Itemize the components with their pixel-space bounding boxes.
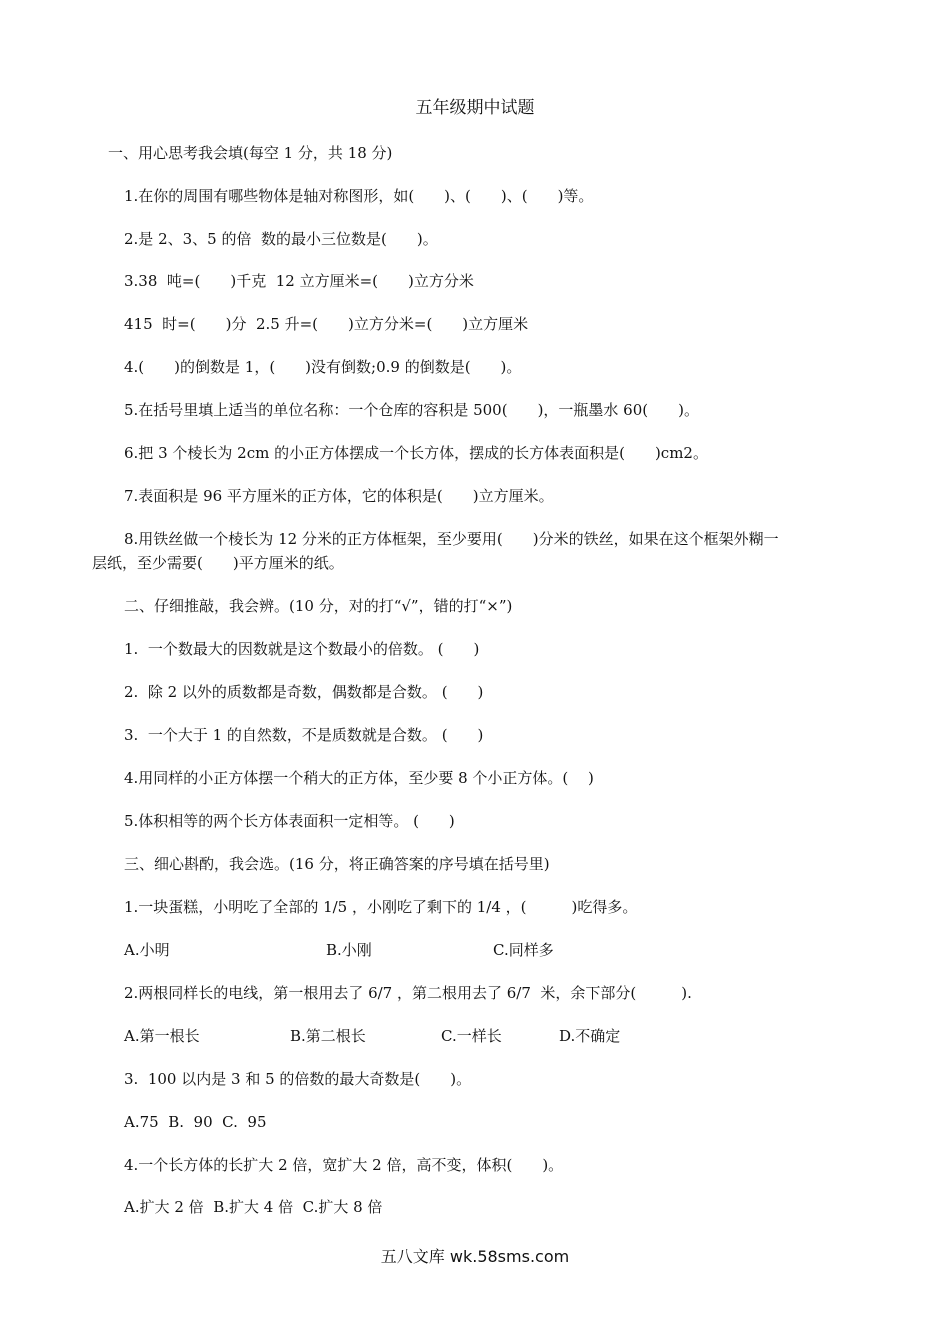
section-2-question-4: 4.用同样的小正方体摆一个稍大的正方体，至少要 8 个小正方体。( ) (124, 769, 594, 787)
section-1-heading: 一、用心思考我会填(每空 1 分，共 18 分) (108, 144, 393, 162)
section-1-question-3b: 415 时=( )分 2.5 升=( )立方分米=( )立方厘米 (124, 315, 529, 333)
option-a: A.小明 (124, 941, 170, 959)
page-title: 五年级期中试题 (415, 98, 535, 118)
section-1-question-4: 4.( )的倒数是 1，( )没有倒数;0.9 的倒数是( )。 (124, 358, 522, 376)
section-1-question-7: 7.表面积是 96 平方厘米的正方体，它的体积是( )立方厘米。 (124, 487, 554, 505)
section-3-question-4-options: A.扩大 2 倍 B.扩大 4 倍 C.扩大 8 倍 (124, 1198, 383, 1216)
section-3-question-2: 2.两根同样长的电线，第一根用去了 6/7 ，第二根用去了 6/7 米，余下部分( ). (124, 984, 692, 1002)
section-1-question-8a: 8.用铁丝做一个棱长为 12 分米的正方体框架，至少要用( )分米的铁丝，如果在这个框架外糊一 (124, 530, 779, 548)
footer-watermark: 五八文库 wk.58sms.com (380, 1247, 570, 1266)
section-1-question-8b: 层纸，至少需要( )平方厘米的纸。 (92, 554, 344, 572)
section-1-question-2: 2.是 2、3、5 的倍 数的最小三位数是( )。 (124, 230, 438, 248)
section-3-question-1-options (0, 940, 950, 960)
section-2-heading: 二、仔细推敲，我会辨。(10 分，对的打“√”，错的打“×”) (124, 597, 513, 615)
section-3-question-2-options (0, 1026, 950, 1046)
section-3-question-4: 4.一个长方体的长扩大 2 倍，宽扩大 2 倍，高不变，体积( )。 (124, 1156, 564, 1174)
section-2-question-1: 1. 一个数最大的因数就是这个数最小的倍数。 ( ) (124, 640, 480, 658)
option-c: C.同样多 (493, 941, 554, 959)
section-2-question-2: 2. 除 2 以外的质数都是奇数，偶数都是合数。 ( ) (124, 683, 484, 701)
option-b: B.小刚 (326, 941, 372, 959)
section-2-question-5: 5.体积相等的两个长方体表面积一定相等。 ( ) (124, 812, 455, 830)
option-b: B.第二根长 (290, 1027, 366, 1045)
option-d: D.不确定 (559, 1027, 621, 1045)
section-1-question-5: 5.在括号里填上适当的单位名称：一个仓库的容积是 500( )，一瓶墨水 60( )。 (124, 401, 699, 419)
section-1-question-3a: 3.38 吨=( )千克 12 立方厘米=( )立方分米 (124, 272, 474, 290)
section-3-question-3-options: A.75 B. 90 C. 95 (124, 1113, 267, 1131)
option-a: A.第一根长 (124, 1027, 200, 1045)
section-3-question-1: 1.一块蛋糕，小明吃了全部的 1/5 ，小刚吃了剩下的 1/4 ，( )吃得多。 (124, 898, 638, 916)
section-2-question-3: 3. 一个大于 1 的自然数，不是质数就是合数。 ( ) (124, 726, 484, 744)
section-3-heading: 三、细心斟酌，我会选。(16 分，将正确答案的序号填在括号里) (124, 855, 550, 873)
section-3-question-3: 3. 100 以内是 3 和 5 的倍数的最大奇数是( )。 (124, 1070, 472, 1088)
option-c: C.一样长 (441, 1027, 502, 1045)
section-1-question-6: 6.把 3 个棱长为 2cm 的小正方体摆成一个长方体，摆成的长方体表面积是( )cm2。 (124, 444, 708, 462)
section-1-question-1: 1.在你的周围有哪些物体是轴对称图形，如( )、( )、( )等。 (124, 187, 594, 205)
